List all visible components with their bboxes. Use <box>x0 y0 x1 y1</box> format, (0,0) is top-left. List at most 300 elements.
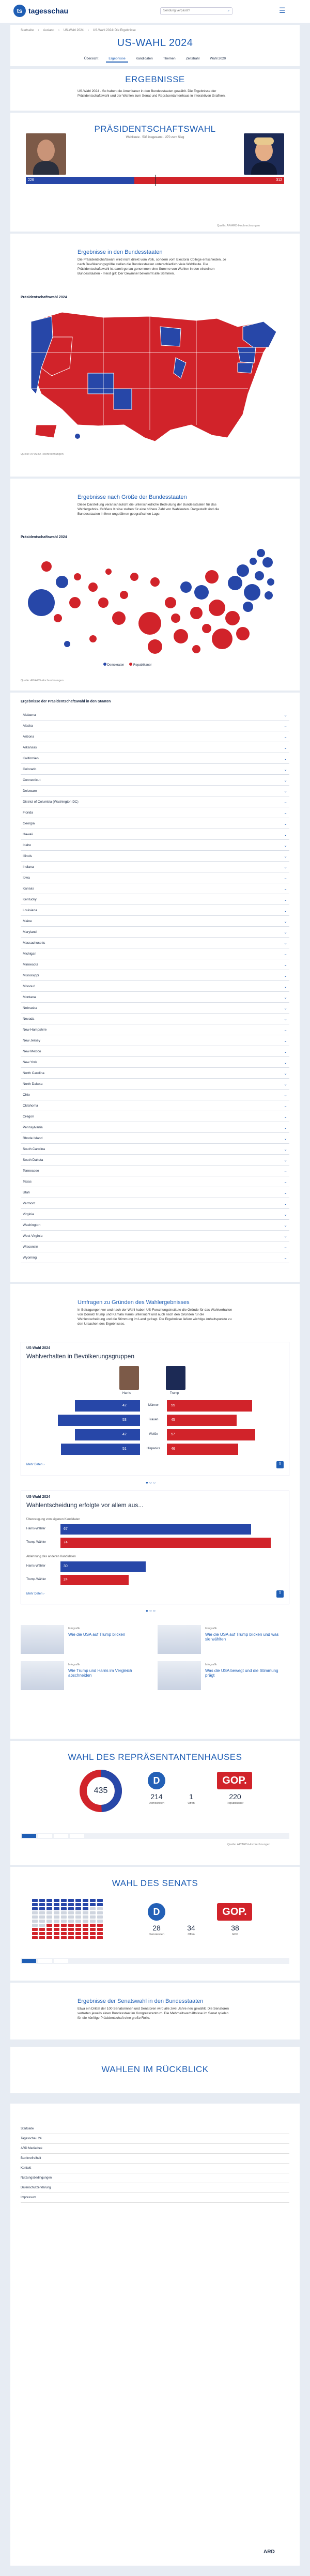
state-row[interactable] <box>21 906 289 916</box>
voter-group-label: Trump-Wähler <box>26 1541 47 1544</box>
state-row[interactable] <box>21 960 289 970</box>
state-bubble[interactable] <box>243 602 253 612</box>
state-bubble[interactable] <box>88 582 98 592</box>
chevron-down-icon: ⌄ <box>284 843 287 848</box>
state-bubble[interactable] <box>64 641 70 647</box>
senate-seat <box>68 1920 74 1923</box>
trump-value: 46 <box>171 1447 175 1451</box>
breadcrumb-item[interactable]: Startseite <box>21 29 34 32</box>
senate-seat <box>97 1936 103 1939</box>
senate-seat <box>61 1924 67 1927</box>
senate-seat <box>75 1899 81 1902</box>
chevron-down-icon: ⌄ <box>284 713 287 717</box>
state-row[interactable] <box>21 1112 289 1122</box>
senate-seat <box>39 1936 45 1939</box>
state-name: Idaho <box>23 844 32 847</box>
senate-seat <box>61 1932 67 1935</box>
harris-value: 51 <box>122 1447 127 1451</box>
results-intro <box>10 69 300 111</box>
state-name: Arizona <box>23 735 35 739</box>
footer-link[interactable]: Startseite <box>21 2124 289 2134</box>
senate-seat <box>83 1903 88 1906</box>
harris-value: 53 <box>122 1418 127 1422</box>
state-row[interactable] <box>21 916 289 927</box>
state-name: Colorado <box>23 768 37 771</box>
bubble-legend <box>103 663 151 667</box>
state-bubble[interactable] <box>41 561 52 572</box>
state-bubble[interactable] <box>171 614 180 623</box>
harris-value: 42 <box>122 1433 127 1436</box>
chevron-down-icon: ⌄ <box>284 886 287 891</box>
senate-seat <box>90 1907 96 1910</box>
state-row[interactable] <box>21 1177 289 1187</box>
teaser-title: Wie Trump und Harris im Vergleich abschneiden <box>68 1668 132 1678</box>
box1-title: Wahlverhalten in Bevölkerungsgruppen <box>26 1353 135 1360</box>
footer-link[interactable]: Kontakt <box>21 2164 289 2173</box>
senate-seat <box>47 1924 52 1927</box>
motive-value: 30 <box>64 1565 68 1568</box>
top-header <box>0 0 310 23</box>
state-name: Utah <box>23 1191 30 1194</box>
harris-bar <box>75 1400 140 1412</box>
tab-topics[interactable]: Themen <box>163 57 176 60</box>
group-label: Weiße <box>149 1433 158 1436</box>
senate-seat <box>83 1907 88 1910</box>
state-bubble[interactable] <box>98 597 109 608</box>
state-bubble[interactable] <box>105 569 112 575</box>
senate-seat <box>47 1899 52 1902</box>
senate-seat <box>75 1915 81 1919</box>
state-bubble[interactable] <box>54 614 62 622</box>
state-bubble[interactable] <box>225 611 240 625</box>
state-name: Massachusetts <box>23 941 45 945</box>
senate-seat <box>54 1932 59 1935</box>
review-title[interactable]: WAHLEN IM RÜCKBLICK <box>101 2064 209 2074</box>
footer-link[interactable]: Impressum <box>21 2193 289 2203</box>
box1-share-icon[interactable]: ⇪ <box>276 1461 284 1468</box>
box1-name-b: Trump <box>170 1392 179 1395</box>
state-row[interactable] <box>21 786 289 796</box>
state-row[interactable] <box>21 1014 289 1024</box>
tab-overview[interactable]: Übersicht <box>84 57 99 60</box>
chevron-down-icon: ⌄ <box>284 778 287 783</box>
teaser-card[interactable] <box>21 1625 150 1656</box>
senate-seat-grid <box>31 1898 109 1944</box>
chevron-down-icon: ⌄ <box>284 919 287 924</box>
state-row[interactable] <box>21 1025 289 1035</box>
rep-votes-bar <box>134 177 284 184</box>
state-row[interactable] <box>21 819 289 829</box>
breadcrumb-item[interactable]: US-Wahl 2024 <box>64 29 84 32</box>
senate-seat <box>54 1911 59 1914</box>
teaser-title: Wie die USA auf Trump blicken und was sie wählten <box>205 1632 279 1642</box>
state-row[interactable] <box>21 862 289 872</box>
senate-seat <box>61 1911 67 1914</box>
state-bubble[interactable] <box>228 576 242 590</box>
state-bubble[interactable] <box>180 581 192 593</box>
state-row[interactable] <box>21 710 289 720</box>
state-bubble[interactable] <box>257 549 265 557</box>
state-row[interactable] <box>21 1155 289 1166</box>
chevron-down-icon: ⌄ <box>284 789 287 793</box>
tab-results[interactable]: Ergebnisse <box>106 56 128 63</box>
state-name: Kalifornien <box>23 757 39 760</box>
state-bubble[interactable] <box>150 577 160 587</box>
state-row[interactable] <box>21 927 289 938</box>
state-row[interactable] <box>21 938 289 948</box>
state-bubble[interactable] <box>130 573 138 581</box>
state-row[interactable] <box>21 982 289 992</box>
footer-link[interactable]: Barrierefreiheit <box>21 2154 289 2164</box>
survey-title: Umfragen zu Gründen des Wahlergebnisses <box>78 1299 190 1306</box>
chevron-down-icon: ⌄ <box>284 1114 287 1119</box>
senate-seat <box>83 1936 88 1939</box>
state-row[interactable] <box>21 1101 289 1111</box>
state-row[interactable] <box>21 1047 289 1057</box>
state-row[interactable] <box>21 1231 289 1241</box>
state-row[interactable] <box>21 743 289 753</box>
tab-candidates[interactable]: Kandidaten <box>135 57 153 60</box>
chevron-down-icon: ⌄ <box>284 973 287 978</box>
senate-seat <box>32 1903 38 1906</box>
state-bubble[interactable] <box>236 627 250 640</box>
senate-seat <box>47 1920 52 1923</box>
house-total: 435 <box>94 1786 108 1795</box>
footer-link[interactable]: Datenschutzerklärung <box>21 2183 289 2193</box>
trump-bar <box>167 1444 238 1455</box>
chevron-down-icon: ⌄ <box>284 1147 287 1152</box>
senate-seat <box>47 1928 52 1931</box>
box2-title: Wahlentscheidung erfolgte vor allem aus... <box>26 1501 144 1509</box>
senate-seat <box>75 1903 81 1906</box>
state-bubble[interactable] <box>28 589 55 616</box>
box2-pagination[interactable]: ● ○ ○ <box>146 1608 156 1613</box>
chevron-down-icon: ⌄ <box>284 1049 287 1054</box>
footer-link[interactable]: Tagesschau 24 <box>21 2134 289 2144</box>
house-card <box>10 1741 300 1865</box>
state-bubble[interactable] <box>194 585 209 600</box>
state-row[interactable] <box>21 1242 289 1252</box>
state-row[interactable] <box>21 1188 289 1198</box>
group-label: Hispanics <box>146 1447 160 1450</box>
size-section-title: Ergebnisse nach Größe der Bundesstaaten <box>78 494 187 500</box>
trump-value: 57 <box>171 1433 175 1436</box>
state-name: Arkansas <box>23 746 37 749</box>
box1-more[interactable]: Mehr Daten › <box>26 1463 45 1466</box>
teaser-thumbnail <box>158 1661 201 1690</box>
senate-seat <box>83 1920 88 1923</box>
senate-seat <box>54 1920 59 1923</box>
teaser-card[interactable] <box>21 1661 150 1692</box>
trump-bar <box>167 1400 252 1412</box>
senate-seat <box>68 1936 74 1939</box>
senate-seat <box>68 1928 74 1931</box>
state-name: Virginia <box>23 1213 34 1216</box>
senate-seat <box>68 1903 74 1906</box>
chevron-down-icon: ⌄ <box>284 1245 287 1249</box>
motive-bar <box>60 1575 129 1585</box>
survey-text: In Befragungen vor und nach der Wahl haben US-Forschungsinstitute die Gründe für das Wahlverhalten von Donald Trump und Kamala Harris untersucht und auch nach den Gründen für die Wahlentscheidung und die Stimmung im Land gefragt. Die Ergebnisse liefern wichtige Anhaltspunkte zu den Ursachen des Ergebnisses. <box>78 1308 233 1326</box>
state-row[interactable] <box>21 1057 289 1068</box>
state-row[interactable] <box>21 1209 289 1220</box>
search-icon: ⌕ <box>227 9 229 12</box>
state-bubble[interactable] <box>89 635 97 642</box>
chevron-down-icon: ⌄ <box>284 941 287 945</box>
state-bubble[interactable] <box>250 558 257 565</box>
footer-link[interactable]: Nutzungsbedingungen <box>21 2173 289 2183</box>
teaser-thumbnail <box>21 1661 64 1690</box>
senate-seat <box>75 1924 81 1927</box>
state-row[interactable] <box>21 808 289 818</box>
teaser-title: Was die USA bewegt und die Stimmung prägt <box>205 1668 278 1678</box>
voter-group-label: Harris-Wähler <box>26 1565 46 1568</box>
state-row[interactable] <box>21 895 289 905</box>
state-bubble[interactable] <box>69 597 81 608</box>
footer <box>10 2104 300 2566</box>
results-title: ERGEBNISSE <box>125 74 185 84</box>
senate-seat <box>54 1915 59 1919</box>
state-name: Illinois <box>23 854 33 858</box>
senate-other-count: 34 <box>187 1924 195 1932</box>
senate-filter-bar[interactable] <box>21 1958 289 1964</box>
motive-value: 74 <box>64 1541 68 1544</box>
chevron-down-icon: ⌄ <box>284 1223 287 1228</box>
state-row[interactable] <box>21 1220 289 1231</box>
state-row[interactable] <box>21 775 289 786</box>
senate-seat <box>68 1924 74 1927</box>
state-bubble[interactable] <box>202 624 211 633</box>
state-name: North Carolina <box>23 1071 44 1075</box>
senate-seat <box>97 1907 103 1910</box>
state-name: Connecticut <box>23 778 41 782</box>
senate-seat <box>54 1903 59 1906</box>
chevron-down-icon: ⌄ <box>284 800 287 804</box>
dem-votes-bar <box>26 177 134 184</box>
chevron-down-icon: ⌄ <box>284 865 287 869</box>
trump-portrait <box>244 133 284 175</box>
presidential-sub: Wahlleute · 538 insgesamt · 270 zum Sieg <box>126 136 184 139</box>
senate-dem-count: 28 <box>152 1924 161 1932</box>
state-bubble[interactable] <box>237 564 249 577</box>
state-row[interactable] <box>21 1068 289 1079</box>
senate-other-label: Offen <box>188 1933 195 1936</box>
motive-value: 24 <box>64 1578 68 1582</box>
us-results-map <box>21 306 289 446</box>
box1-kicker: US-Wahl 2024 <box>26 1346 51 1350</box>
chevron-down-icon: ⌄ <box>284 854 287 858</box>
chevron-down-icon: ⌄ <box>284 821 287 826</box>
map-label: Präsidentschaftswahl 2024 <box>21 296 67 299</box>
chevron-down-icon: ⌄ <box>284 1038 287 1043</box>
senate-seat <box>83 1915 88 1919</box>
state-name: Indiana <box>23 865 34 869</box>
state-row[interactable] <box>21 1166 289 1176</box>
house-other-count: 1 <box>189 1792 193 1801</box>
state-name: Wisconsin <box>23 1245 38 1249</box>
senate-states-card <box>10 1983 300 2040</box>
state-name: Florida <box>23 811 33 815</box>
state-bubble[interactable] <box>255 571 264 580</box>
state-row[interactable] <box>21 1133 289 1144</box>
state-row[interactable] <box>21 873 289 883</box>
senate-seat <box>90 1903 96 1906</box>
state-row[interactable] <box>21 992 289 1003</box>
menu-button[interactable] <box>279 6 286 15</box>
presidential-source: Quelle: AP/ARD-Hochrechnungen <box>217 224 260 227</box>
teaser-kicker: Infografik <box>68 1663 80 1666</box>
chevron-down-icon: ⌄ <box>284 1060 287 1065</box>
house-filter-bar[interactable] <box>21 1833 289 1839</box>
state-bubble[interactable] <box>192 645 200 653</box>
survey-card <box>10 1284 300 1739</box>
state-row[interactable] <box>21 949 289 959</box>
senate-seat <box>32 1928 38 1931</box>
tab-timeline[interactable]: Zeitstrahl <box>185 57 200 60</box>
senate-seat <box>97 1924 103 1927</box>
senate-seat <box>90 1924 96 1927</box>
state-row[interactable] <box>21 1036 289 1046</box>
teaser-kicker: Infografik <box>205 1663 217 1666</box>
state-bubble[interactable] <box>190 607 203 619</box>
state-row[interactable] <box>21 830 289 840</box>
chevron-down-icon: ⌄ <box>284 1125 287 1130</box>
tab-election-2020[interactable]: Wahl 2020 <box>210 57 226 60</box>
senate-seat <box>97 1928 103 1931</box>
state-name: Missouri <box>23 985 36 988</box>
state-name: West Virginia <box>23 1234 43 1238</box>
state-row[interactable] <box>21 721 289 731</box>
motive-bar <box>60 1524 251 1535</box>
state-bubble[interactable] <box>148 639 162 654</box>
senate-gop-logo: GOP. <box>217 1903 252 1921</box>
state-row[interactable] <box>21 1123 289 1133</box>
state-bubble[interactable] <box>265 591 273 600</box>
senate-seat <box>39 1907 45 1910</box>
senate-seat <box>90 1911 96 1914</box>
senate-seat <box>54 1899 59 1902</box>
chevron-down-icon: ⌄ <box>284 1179 287 1184</box>
box1-pagination[interactable]: ● ○ ○ <box>146 1480 156 1485</box>
chevron-down-icon: ⌄ <box>284 876 287 880</box>
trump-bar <box>167 1429 255 1440</box>
house-other-label: Offen <box>188 1802 195 1805</box>
state-list-title: Ergebnisse der Präsidentschaftswahl in den Staaten <box>21 700 111 703</box>
state-name: Oklahoma <box>23 1104 38 1108</box>
state-row[interactable] <box>21 1079 289 1090</box>
senate-seat <box>75 1907 81 1910</box>
state-row[interactable] <box>21 884 289 894</box>
states-section-text: Die Präsidentschaftswahl wird nicht direkt vom Volk, sondern vom Electoral College entschieden. Je nach Bevölkerungsgröße stellen die Bundesstaaten unterschiedlich viele Wahlleute. Die Präsidentschaftswahl ist damit genau genommen eine Summe von Wahlen in den einzelnen Bundesstaaten - meist gilt: Der Gewinner bekommt alle Stimmen. <box>78 258 226 275</box>
state-bubble[interactable] <box>165 597 176 608</box>
state-row[interactable] <box>21 971 289 981</box>
state-name: Wyoming <box>23 1256 37 1260</box>
chevron-down-icon: ⌄ <box>284 1017 287 1021</box>
state-bubble[interactable] <box>267 578 274 586</box>
search-box[interactable] <box>160 7 233 15</box>
bubble-label: Präsidentschaftswahl 2024 <box>21 535 67 539</box>
state-bubble[interactable] <box>56 576 68 588</box>
senate-seat <box>32 1899 38 1902</box>
size-section-text: Diese Darstellung veranschaulicht die unterschiedliche Bedeutung der Bundesstaaten für das Wahlergebnis. Größere Kreise stehen für eine höhere Zahl von Wahlleuten. Dargestellt sind die Bundesstaaten in ihrer ungefähren geografischen Lage. <box>78 503 220 516</box>
state-name: Michigan <box>23 952 37 956</box>
senate-rep-count: 38 <box>231 1924 239 1932</box>
teaser-card[interactable] <box>158 1625 287 1656</box>
chevron-down-icon: ⌄ <box>284 1255 287 1260</box>
state-row[interactable] <box>21 1253 289 1263</box>
size-card <box>10 479 300 691</box>
state-row[interactable] <box>21 1090 289 1100</box>
box2-more[interactable]: Mehr Daten › <box>26 1592 45 1596</box>
state-bubble[interactable] <box>174 629 188 643</box>
brand-name: tagesschau <box>28 7 69 15</box>
senate-seat <box>32 1911 38 1914</box>
chevron-down-icon: ⌄ <box>284 1212 287 1217</box>
state-row[interactable] <box>21 764 289 775</box>
senate-seat <box>32 1907 38 1910</box>
box1-trump-photo <box>166 1366 185 1390</box>
state-name: Mississippi <box>23 974 39 977</box>
chevron-down-icon: ⌄ <box>284 734 287 739</box>
box2-kicker: US-Wahl 2024 <box>26 1495 51 1499</box>
state-row[interactable] <box>21 840 289 851</box>
senate-seat <box>75 1936 81 1939</box>
state-row[interactable] <box>21 1144 289 1155</box>
states-section-title: Ergebnisse in den Bundesstaaten <box>78 249 163 255</box>
harris-bar <box>61 1444 140 1455</box>
state-row[interactable] <box>21 1003 289 1014</box>
chevron-down-icon: ⌄ <box>284 1201 287 1206</box>
senate-seat <box>90 1928 96 1931</box>
brand-logo[interactable] <box>13 5 68 17</box>
state-bubble[interactable] <box>120 591 128 599</box>
state-bubble[interactable] <box>138 612 161 635</box>
senate-seat <box>47 1903 52 1906</box>
state-bubble[interactable] <box>244 584 260 601</box>
state-bubble[interactable] <box>112 611 126 625</box>
state-row[interactable] <box>21 732 289 742</box>
senate-seat <box>90 1936 96 1939</box>
chevron-down-icon: ⌄ <box>284 1082 287 1086</box>
senate-seat <box>54 1936 59 1939</box>
bubble-source: Quelle: AP/ARD-Hochrechnungen <box>21 679 64 682</box>
breadcrumb-item: US-Wahl 2024: Die Ergebnisse <box>92 29 136 32</box>
senate-seat <box>68 1907 74 1910</box>
state-row[interactable] <box>21 797 289 807</box>
rep-votes-value: 312 <box>276 178 282 182</box>
state-name: Iowa <box>23 876 30 880</box>
state-bubble[interactable] <box>205 570 219 584</box>
chevron-down-icon: ⌄ <box>284 745 287 750</box>
state-row[interactable] <box>21 754 289 764</box>
state-name: South Carolina <box>23 1147 45 1151</box>
senate-dem-logo: D <box>148 1903 165 1921</box>
footer-link[interactable]: ARD Mediathek <box>21 2144 289 2154</box>
state-row[interactable] <box>21 1199 289 1209</box>
motive-value: 67 <box>64 1527 68 1531</box>
state-bubble[interactable] <box>209 600 225 616</box>
state-bubble[interactable] <box>74 573 81 580</box>
state-bubble[interactable] <box>262 557 273 568</box>
breadcrumb-item[interactable]: Ausland <box>43 29 55 32</box>
box2-share-icon[interactable]: ⇪ <box>276 1590 284 1598</box>
senate-seat <box>32 1932 38 1935</box>
state-row[interactable] <box>21 851 289 862</box>
legend-rep: Republikaner <box>129 663 151 667</box>
state-bubble-map <box>26 546 284 660</box>
state-bubble[interactable] <box>212 628 233 649</box>
teaser-card[interactable] <box>158 1661 287 1692</box>
title-card <box>10 25 300 66</box>
